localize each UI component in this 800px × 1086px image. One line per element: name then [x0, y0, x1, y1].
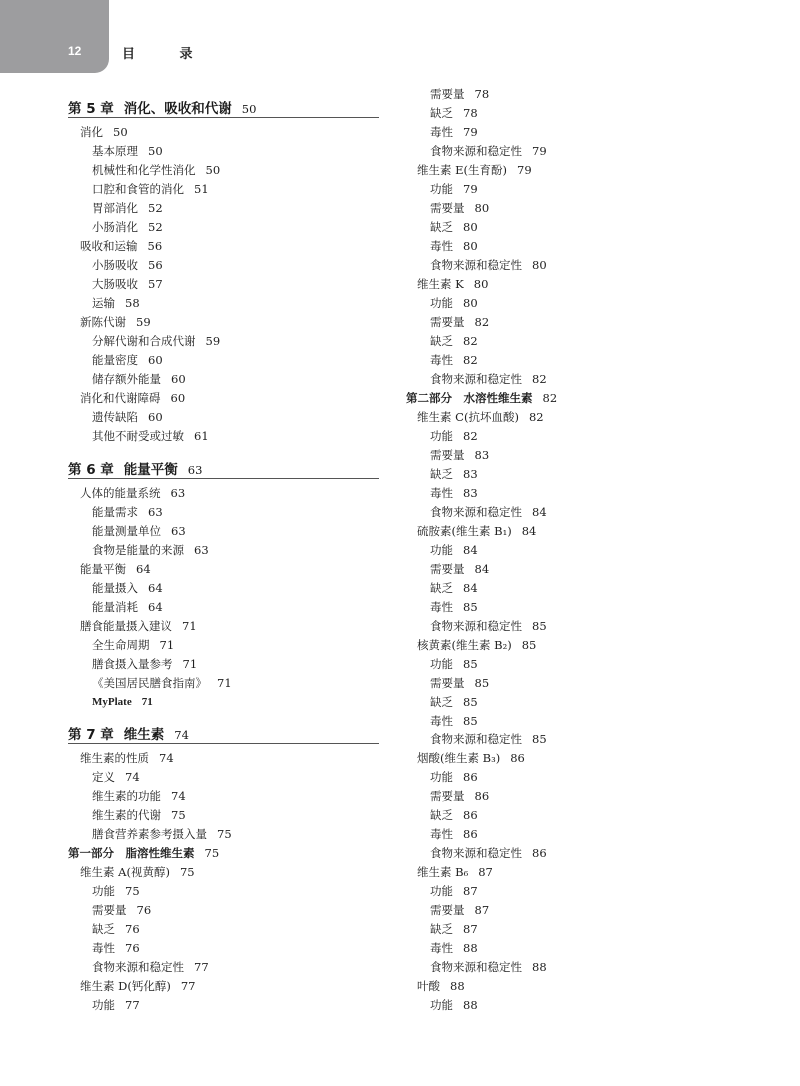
entry-title: 叶酸 — [417, 979, 440, 993]
page-ref: 80 — [463, 239, 478, 253]
page-ref: 83 — [463, 467, 478, 481]
toc-entry[interactable] — [430, 732, 547, 746]
entry-title: 缺乏 — [430, 581, 453, 595]
entry-title: 需要量 — [430, 201, 465, 215]
toc-entry[interactable] — [430, 600, 478, 614]
page-ref: 50 — [113, 125, 128, 139]
toc-entry[interactable] — [417, 277, 488, 291]
page-ref: 82 — [532, 372, 547, 386]
entry-title: 缺乏 — [430, 334, 453, 348]
entry-title: 烟酸(维生素 B₃) — [417, 751, 501, 765]
entry-title: 膳食摄入量参考 — [92, 657, 173, 671]
page-ref: 71 — [217, 676, 232, 690]
page-ref: 78 — [463, 106, 478, 120]
page-ref: 63 — [170, 486, 186, 500]
entry-title: 缺乏 — [430, 695, 453, 709]
entry-title: 需要量 — [92, 903, 127, 917]
page-ref: 86 — [532, 846, 547, 860]
part-heading[interactable] — [406, 391, 557, 405]
page-ref: 71 — [159, 638, 175, 652]
page-ref: 86 — [463, 827, 478, 841]
entry-title: 食物来源和稳定性 — [430, 960, 522, 974]
entry-title: 食物来源和稳定性 — [430, 619, 522, 633]
page-ref: 75 — [171, 808, 186, 822]
toc-entry[interactable] — [430, 182, 478, 196]
toc-entry[interactable] — [92, 144, 163, 158]
page-ref: 86 — [463, 770, 478, 784]
entry-title: 功能 — [430, 182, 453, 196]
toc-entry[interactable] — [92, 884, 140, 898]
entry-title: 毒性 — [430, 486, 453, 500]
entry-title: 食物来源和稳定性 — [430, 732, 522, 746]
entry-title: 运输 — [92, 296, 115, 310]
page-ref: 63 — [187, 463, 203, 477]
page-tab — [0, 0, 109, 73]
toc-entry[interactable] — [92, 676, 232, 690]
toc-entry[interactable] — [430, 695, 478, 709]
page-title: 目 录 — [122, 47, 213, 62]
entry-title: 毒性 — [430, 827, 453, 841]
entry-title: 食物来源和稳定性 — [92, 960, 184, 974]
page-ref: 88 — [463, 941, 478, 955]
entry-title: 大肠吸收 — [92, 277, 138, 291]
page-ref: 63 — [148, 505, 163, 519]
page-ref: 79 — [463, 182, 478, 196]
page-ref: 60 — [148, 410, 163, 424]
page-ref: 75 — [204, 846, 220, 860]
entry-title: 缺乏 — [430, 106, 453, 120]
page-ref: 80 — [532, 258, 547, 272]
toc-entry[interactable] — [92, 296, 140, 310]
entry-title: 核黄素(维生素 B₂) — [417, 638, 512, 652]
entry-title: 消化 — [80, 125, 103, 139]
toc-entry[interactable] — [92, 581, 163, 595]
toc-entry[interactable] — [80, 391, 185, 405]
page-ref: 82 — [528, 410, 544, 424]
entry-title: 储存额外能量 — [92, 372, 161, 386]
entry-title: 小肠消化 — [92, 220, 138, 234]
toc-entry[interactable] — [80, 239, 162, 253]
toc-entry[interactable] — [92, 258, 163, 272]
toc-entry[interactable] — [80, 751, 174, 765]
entry-title: 功能 — [430, 543, 453, 557]
toc-entry[interactable] — [92, 163, 220, 177]
entry-title: 毒性 — [430, 714, 453, 728]
entry-title: 能量摄入 — [92, 581, 138, 595]
entry-title: 维生素 B₆ — [417, 865, 469, 879]
page-ref: 75 — [179, 865, 195, 879]
entry-title: 功能 — [430, 296, 453, 310]
toc-entry[interactable] — [430, 998, 478, 1012]
toc-entry[interactable] — [430, 505, 547, 519]
entry-title: 维生素 C(抗坏血酸) — [417, 410, 519, 424]
toc-entry[interactable] — [417, 410, 544, 424]
chapter-heading[interactable] — [68, 458, 379, 479]
entry-title: 能量消耗 — [92, 600, 138, 614]
page-ref: 79 — [532, 144, 547, 158]
page-ref: 75 — [125, 884, 140, 898]
entry-title: 食物来源和稳定性 — [430, 372, 522, 386]
page-ref: 64 — [148, 600, 163, 614]
toc-entry[interactable] — [80, 865, 195, 879]
toc-entry[interactable] — [430, 543, 478, 557]
page-ref: 58 — [125, 296, 140, 310]
entry-title: 其他不耐受或过敏 — [92, 429, 184, 443]
page-ref: 85 — [463, 695, 478, 709]
page-ref: 60 — [148, 353, 163, 367]
entry-title: 缺乏 — [430, 808, 453, 822]
page-ref: 82 — [463, 334, 478, 348]
page-ref: 51 — [194, 182, 209, 196]
entry-title: 第二部分 水溶性维生素 — [406, 391, 533, 405]
entry-title: 维生素 A(视黄醇) — [80, 865, 170, 879]
entry-title: 全生命周期 — [92, 638, 150, 652]
entry-title: 维生素 D(钙化醇) — [80, 979, 171, 993]
page-ref: 87 — [474, 903, 490, 917]
entry-title: 吸收和运输 — [80, 239, 138, 253]
page-ref: 85 — [532, 732, 547, 746]
page-ref: 50 — [148, 144, 163, 158]
page-ref: 63 — [194, 543, 209, 557]
entry-title: 新陈代谢 — [80, 315, 126, 329]
page-ref: 82 — [463, 429, 478, 443]
entry-title: 第一部分 脂溶性维生素 — [68, 846, 195, 860]
page-ref: 88 — [463, 998, 478, 1012]
page-ref: 76 — [125, 941, 140, 955]
entry-title: 维生素的代谢 — [92, 808, 161, 822]
entry-title: 缺乏 — [430, 922, 453, 936]
entry-title: 小肠吸收 — [92, 258, 138, 272]
entry-title: 缺乏 — [92, 922, 115, 936]
entry-title: 毒性 — [430, 600, 453, 614]
toc-entry[interactable] — [80, 562, 151, 576]
entry-title: 机械性和化学性消化 — [92, 163, 196, 177]
chapter-label: 第 7 章 — [68, 727, 114, 743]
toc-entry[interactable] — [92, 998, 140, 1012]
toc-entry[interactable] — [92, 372, 186, 386]
page-ref: 78 — [474, 87, 490, 101]
toc-entry[interactable] — [417, 638, 536, 652]
page-ref: 75 — [217, 827, 232, 841]
page-ref: 82 — [474, 315, 490, 329]
page-ref: 86 — [474, 789, 490, 803]
page-ref: 50 — [241, 102, 257, 116]
toc-entry[interactable] — [430, 353, 478, 367]
page-ref: 80 — [463, 296, 478, 310]
page-ref: 85 — [532, 619, 547, 633]
chapter-title: 维生素 — [123, 727, 165, 743]
toc-entry[interactable] — [430, 258, 547, 272]
page-ref: 82 — [542, 391, 558, 405]
toc-entry[interactable] — [92, 941, 140, 955]
entry-title: 消化和代谢障碍 — [80, 391, 161, 405]
page-ref: 84 — [463, 581, 478, 595]
entry-title: 需要量 — [430, 87, 465, 101]
toc-entry[interactable] — [430, 846, 547, 860]
toc-entry[interactable] — [92, 410, 163, 424]
entry-title: 缺乏 — [430, 467, 453, 481]
page-ref: 85 — [474, 676, 490, 690]
entry-title: 膳食能量摄入建议 — [80, 619, 172, 633]
entry-title: 缺乏 — [430, 220, 453, 234]
entry-title: 食物来源和稳定性 — [430, 505, 522, 519]
page-ref: 84 — [474, 562, 490, 576]
toc-entry[interactable] — [92, 960, 209, 974]
entry-title: 功能 — [430, 998, 453, 1012]
toc-entry[interactable] — [417, 524, 536, 538]
chapter-heading[interactable] — [68, 97, 379, 118]
page-ref: 56 — [147, 239, 163, 253]
page-ref: 59 — [136, 315, 151, 329]
page-ref: 50 — [205, 163, 221, 177]
page-ref: 86 — [463, 808, 478, 822]
entry-title: 基本原理 — [92, 144, 138, 158]
toc-entry[interactable] — [92, 220, 163, 234]
entry-title: 《美国居民膳食指南》 — [92, 676, 207, 690]
toc-entry[interactable] — [430, 296, 478, 310]
entry-title: 人体的能量系统 — [80, 486, 161, 500]
toc-entry[interactable] — [80, 486, 185, 500]
toc-entry[interactable] — [430, 903, 489, 917]
toc-entry[interactable] — [417, 865, 493, 879]
toc-entry[interactable] — [430, 960, 547, 974]
chapter-title: 能量平衡 — [123, 462, 178, 478]
page-ref: 87 — [463, 922, 478, 936]
page-ref: 80 — [474, 201, 490, 215]
entry-title: 能量密度 — [92, 353, 138, 367]
page-ref: 88 — [450, 979, 465, 993]
page-ref: 84 — [463, 543, 478, 557]
page-ref: 79 — [463, 125, 478, 139]
toc-entry[interactable] — [430, 144, 547, 158]
entry-title: 膳食营养素参考摄入量 — [92, 827, 207, 841]
entry-title: 功能 — [92, 998, 115, 1012]
entry-title: 能量平衡 — [80, 562, 126, 576]
entry-title: 维生素的性质 — [80, 751, 149, 765]
entry-title: 功能 — [92, 884, 115, 898]
toc-entry[interactable] — [92, 789, 186, 803]
page-ref: 87 — [463, 884, 478, 898]
toc-entry[interactable] — [92, 827, 232, 841]
part-heading[interactable] — [68, 846, 219, 860]
toc-entry[interactable] — [430, 87, 489, 101]
toc-entry[interactable] — [430, 676, 489, 690]
toc-entry[interactable] — [430, 201, 489, 215]
page-ref: 60 — [170, 391, 186, 405]
page-ref: 80 — [473, 277, 489, 291]
entry-title: 毒性 — [430, 125, 453, 139]
entry-title: 食物来源和稳定性 — [430, 258, 522, 272]
toc-entry[interactable] — [92, 600, 163, 614]
toc-entry[interactable] — [80, 979, 196, 993]
entry-title: 能量测量单位 — [92, 524, 161, 538]
toc-entry[interactable] — [430, 372, 547, 386]
chapter-label: 第 6 章 — [68, 462, 114, 478]
page-number: 12 — [68, 44, 82, 58]
page-ref: 87 — [478, 865, 493, 879]
toc-entry[interactable] — [430, 220, 478, 234]
chapter-label: 第 5 章 — [68, 101, 114, 117]
page-ref: 77 — [125, 998, 140, 1012]
page-ref: 85 — [463, 600, 478, 614]
toc-entry[interactable] — [92, 695, 153, 709]
entry-title: 功能 — [430, 657, 453, 671]
page-ref: 85 — [463, 657, 478, 671]
toc-entry[interactable] — [80, 619, 197, 633]
entry-title: 功能 — [430, 884, 453, 898]
page-ref: 52 — [148, 220, 163, 234]
entry-title: 口腔和食管的消化 — [92, 182, 184, 196]
toc-entry[interactable] — [80, 315, 151, 329]
entry-title: 需要量 — [430, 562, 465, 576]
page-ref: 77 — [194, 960, 209, 974]
toc-entry[interactable] — [430, 657, 478, 671]
page-ref: 74 — [171, 789, 186, 803]
page-ref: 60 — [171, 372, 186, 386]
entry-title: 需要量 — [430, 903, 465, 917]
entry-title: 硫胺素(维生素 B₁) — [417, 524, 512, 538]
toc-entry[interactable] — [92, 922, 140, 936]
page-ref: 71 — [141, 696, 153, 708]
toc-entry[interactable] — [430, 429, 478, 443]
entry-title: 需要量 — [430, 789, 465, 803]
entry-title: 能量需求 — [92, 505, 138, 519]
entry-title: 食物是能量的来源 — [92, 543, 184, 557]
toc-entry[interactable] — [92, 770, 140, 784]
toc-entry[interactable] — [92, 543, 209, 557]
entry-title: 功能 — [430, 429, 453, 443]
toc-entry[interactable] — [417, 979, 465, 993]
entry-title: 遗传缺陷 — [92, 410, 138, 424]
page-ref: 88 — [532, 960, 547, 974]
toc-entry[interactable] — [430, 315, 489, 329]
entry-title: 食物来源和稳定性 — [430, 144, 522, 158]
toc-entry[interactable] — [430, 941, 478, 955]
chapter-heading[interactable] — [68, 723, 379, 744]
toc-entry[interactable] — [92, 182, 209, 196]
toc-entry[interactable] — [92, 524, 186, 538]
toc-entry[interactable] — [92, 277, 163, 291]
page-ref: 74 — [174, 728, 189, 742]
page-ref: 83 — [474, 448, 490, 462]
toc-entry[interactable] — [430, 467, 478, 481]
entry-title: 功能 — [430, 770, 453, 784]
page-ref: 64 — [148, 581, 163, 595]
page-ref: 82 — [463, 353, 478, 367]
page-ref: 84 — [521, 524, 537, 538]
page-ref: 85 — [463, 714, 478, 728]
page-ref: 83 — [463, 486, 478, 500]
toc-entry[interactable] — [92, 808, 186, 822]
toc-entry[interactable] — [430, 884, 478, 898]
toc-entry[interactable] — [417, 751, 525, 765]
page-ref: 84 — [532, 505, 547, 519]
toc-entry[interactable] — [80, 125, 128, 139]
toc-entry[interactable] — [417, 163, 532, 177]
page-ref: 61 — [194, 429, 209, 443]
page-ref: 85 — [521, 638, 537, 652]
toc-entry[interactable] — [430, 239, 478, 253]
page-ref: 74 — [159, 751, 174, 765]
page-ref: 76 — [125, 922, 140, 936]
entry-title: 毒性 — [430, 353, 453, 367]
page-ref: 79 — [517, 163, 532, 177]
toc-entry[interactable] — [430, 125, 478, 139]
entry-title: 分解代谢和合成代谢 — [92, 334, 196, 348]
toc-entry[interactable] — [430, 619, 547, 633]
entry-title: 需要量 — [430, 448, 465, 462]
toc-entry[interactable] — [92, 657, 197, 671]
page-ref: 86 — [510, 751, 525, 765]
entry-title: 需要量 — [430, 676, 465, 690]
entry-title: MyPlate — [92, 696, 132, 708]
toc-entry[interactable] — [92, 638, 174, 652]
toc-entry[interactable] — [430, 808, 478, 822]
toc-entry[interactable] — [430, 334, 478, 348]
toc-entry[interactable] — [430, 714, 478, 728]
entry-title: 毒性 — [430, 941, 453, 955]
page-ref: 76 — [136, 903, 152, 917]
toc-entry[interactable] — [430, 106, 478, 120]
entry-title: 维生素 E(生育酚) — [417, 163, 508, 177]
toc-entry[interactable] — [92, 429, 209, 443]
entry-title: 维生素的功能 — [92, 789, 161, 803]
entry-title: 需要量 — [430, 315, 465, 329]
entry-title: 食物来源和稳定性 — [430, 846, 522, 860]
toc-entry[interactable] — [430, 827, 478, 841]
page-ref: 74 — [125, 770, 140, 784]
toc-entry[interactable] — [430, 789, 489, 803]
page-ref: 64 — [136, 562, 151, 576]
entry-title: 胃部消化 — [92, 201, 138, 215]
page-ref: 59 — [205, 334, 221, 348]
chapter-title: 消化、吸收和代谢 — [123, 101, 232, 117]
toc-entry[interactable] — [430, 562, 489, 576]
page-ref: 80 — [463, 220, 478, 234]
toc-entry[interactable] — [92, 353, 163, 367]
page-ref: 63 — [171, 524, 186, 538]
toc-entry[interactable] — [92, 334, 220, 348]
page-ref: 52 — [148, 201, 163, 215]
page-ref: 77 — [180, 979, 196, 993]
page-ref: 71 — [182, 619, 197, 633]
entry-title: 毒性 — [92, 941, 115, 955]
toc-entry[interactable] — [92, 505, 163, 519]
toc-entry[interactable] — [92, 903, 151, 917]
entry-title: 定义 — [92, 770, 115, 784]
page-ref: 71 — [182, 657, 198, 671]
page-ref: 57 — [148, 277, 163, 291]
page-ref: 56 — [148, 258, 163, 272]
toc-entry[interactable] — [430, 486, 478, 500]
toc-entry[interactable] — [92, 201, 163, 215]
entry-title: 维生素 K — [417, 277, 464, 291]
toc-entry[interactable] — [430, 448, 489, 462]
entry-title: 毒性 — [430, 239, 453, 253]
toc-entry[interactable] — [430, 581, 478, 595]
toc-entry[interactable] — [430, 922, 478, 936]
toc-entry[interactable] — [430, 770, 478, 784]
